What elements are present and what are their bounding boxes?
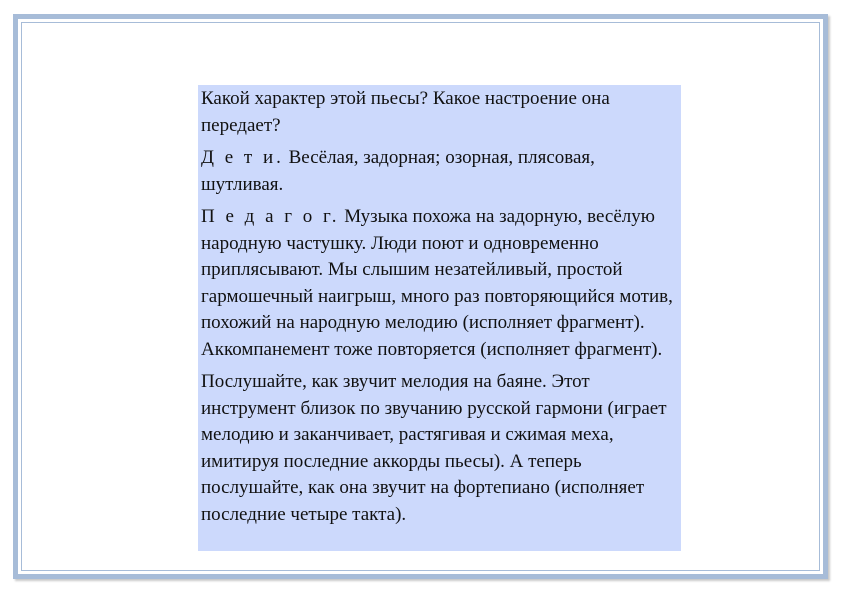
paragraph-bayan [201, 369, 677, 528]
speaker-label: Д е т и. [201, 147, 284, 168]
paragraph-text: Какой характер этой пьесы? Какое настроение она передает? [201, 88, 610, 136]
paragraph-text: Весёлая, задорная; озорная, плясовая, шутливая. [201, 147, 595, 195]
paragraph-text: Музыка похожа на задорную, весёлую народную частушку. Люди поют и одновременно приплясывают. Мы слышим незатейливый, простой гармошечный наигрыш, много раз повторяющийся мотив, похожий на народную мелодию (исполняет фрагмент). Аккомпанемент тоже повторяется (исполняет фрагмент). [201, 206, 673, 360]
paragraph-question [201, 86, 677, 139]
paragraph-text: Послушайте, как звучит мелодия на баяне. Этот инструмент близок по звучанию русской гармони (играет мелодию и заканчивает, растягивая и сжимая меха, имитируя последние аккорды пьесы). А теперь послушайте, как она звучит на фортепиано (исполняет последние четыре такта). [201, 371, 667, 525]
speaker-label: П е д а г о г. [201, 206, 340, 227]
paragraph-teacher [201, 204, 677, 363]
paragraph-children [201, 145, 677, 198]
text-box [198, 85, 681, 551]
